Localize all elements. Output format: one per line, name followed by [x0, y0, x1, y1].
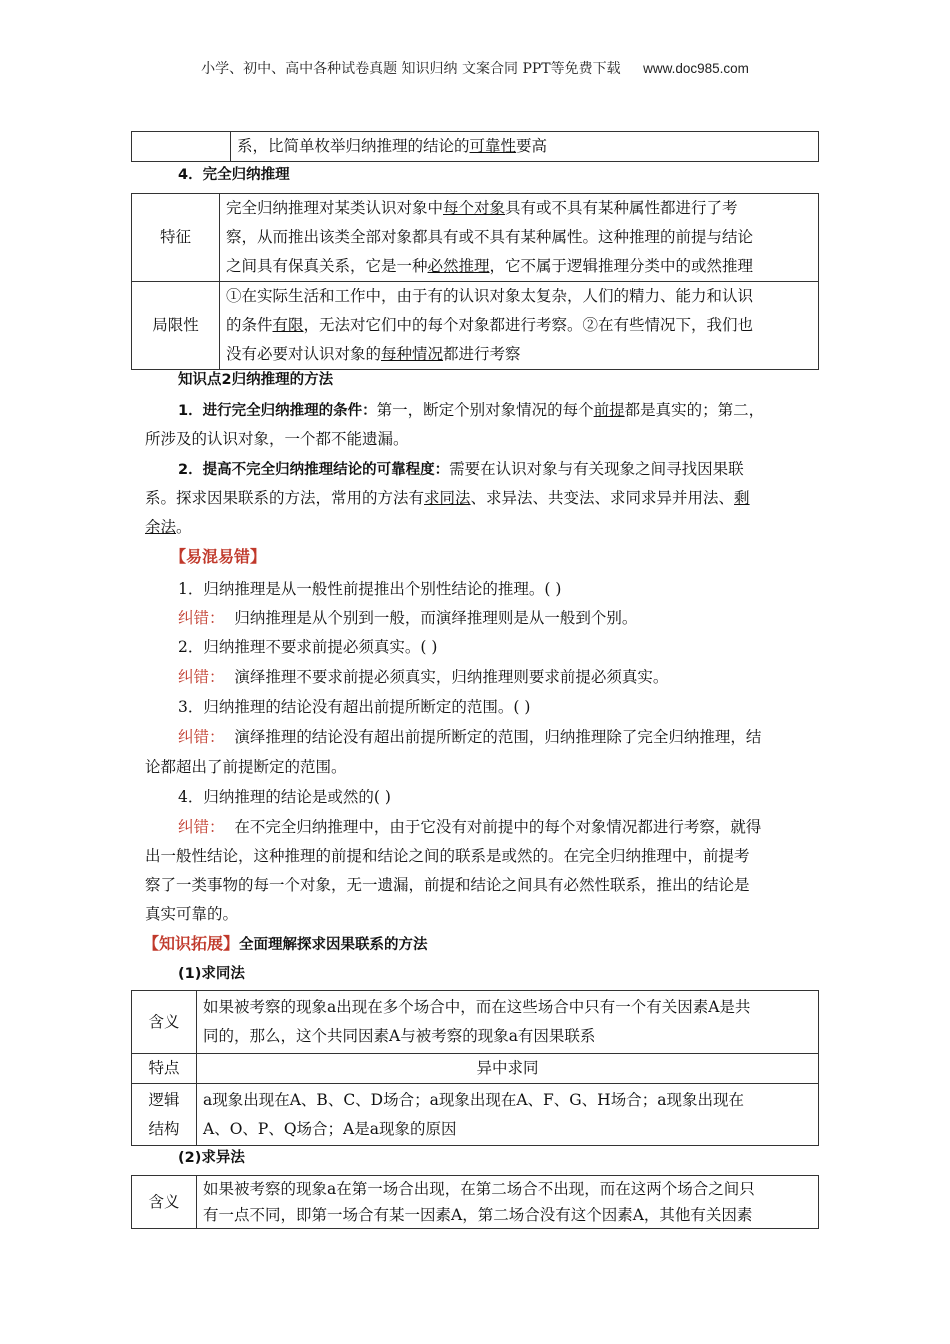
limit-content: ①在实际生活和工作中，由于有的认识对象太复杂，人们的精力、能力和认识 的条件有限，无法对它们中的每个对象都进行考察。②在有些情况下，我们也 没有必要对认识对象的每种情况都进行考察	[220, 282, 819, 370]
m1-logic-label: 逻辑 结构	[132, 1084, 197, 1146]
confuse-q4: 4．归纳推理的结论是或然的( )	[178, 788, 391, 806]
method2-table	[131, 1175, 819, 1229]
kp2-title: 知识点2归纳推理的方法	[178, 372, 334, 388]
complete-induction-table	[131, 193, 819, 370]
m2-meaning-label: 含义	[132, 1176, 197, 1229]
confuse-a3-cont: 论都超出了前提断定的范围。	[145, 758, 347, 776]
confuse-a4-cont1: 出一般性结论，这种推理的前提和结论之间的联系是或然的。在完全归纳推理中，前提考	[145, 847, 750, 865]
header-site: www.doc985.com	[643, 61, 749, 76]
kp2-p1: 1．进行完全归纳推理的条件：第一，断定个别对象情况的每个前提都是真实的；第二，	[178, 401, 765, 419]
expand-title: 【知识拓展】全面理解探求因果联系的方法	[143, 934, 428, 953]
section4-title: 4．完全归纳推理	[178, 167, 290, 183]
m1-feature-label: 特点	[132, 1054, 197, 1084]
page-header	[0, 58, 950, 78]
method1-table	[131, 990, 819, 1146]
feature-label: 特征	[132, 194, 220, 282]
confuse-q3: 3．归纳推理的结论没有超出前提所断定的范围。( )	[178, 698, 531, 716]
kp2-p1-cont: 所涉及的认识对象，一个都不能遗漏。	[145, 430, 409, 448]
method1-title: (1)求同法	[178, 966, 245, 982]
confuse-a3: 纠错： 演绎推理的结论没有超出前提所断定的范围，归纳推理除了完全归纳推理，结	[178, 728, 762, 746]
confuse-title: 【易混易错】	[170, 547, 267, 566]
confuse-a4: 纠错： 在不完全归纳推理中，由于它没有对前提中的每个对象情况都进行考察，就得	[178, 818, 762, 836]
m2-meaning: 如果被考察的现象a在第一场合出现，在第二场合不出现，而在这两个场合之间只 有一点不同，即第一场合有某一因素A，第二场合没有这个因素A，其他有关因素	[197, 1176, 819, 1229]
confuse-q2: 2．归纳推理不要求前提必须真实。( )	[178, 638, 438, 656]
confuse-a4-cont3: 真实可靠的。	[145, 905, 239, 923]
method2-title: (2)求异法	[178, 1150, 245, 1166]
m1-meaning-label: 含义	[132, 991, 197, 1054]
top-table	[131, 131, 819, 162]
confuse-a2: 纠错： 演绎推理不要求前提必须真实，归纳推理则要求前提必须真实。	[178, 668, 669, 686]
top-table-cell: 系，比简单枚举归纳推理的结论的可靠性要高	[231, 132, 819, 162]
kp2-p2-cont: 系。探求因果联系的方法，常用的方法有求同法、求异法、共变法、求同求异并用法、剩	[145, 489, 750, 507]
m1-feature: 异中求同	[197, 1054, 819, 1084]
kp2-p2-cont2: 余法。	[145, 518, 192, 536]
kp2-p2: 2．提高不完全归纳推理结论的可靠程度：需要在认识对象与有关现象之间寻找因果联	[178, 460, 744, 478]
header-text: 小学、初中、高中各种试卷真题 知识归纳 文案合同 PPT等免费下载	[201, 61, 621, 77]
confuse-a1: 纠错： 归纳推理是从个别到一般，而演绎推理则是从一般到个别。	[178, 609, 638, 627]
m1-meaning: 如果被考察的现象a出现在多个场合中，而在这些场合中只有一个有关因素A是共 同的，那么，这个共同因素A与被考察的现象a有因果联系	[197, 991, 819, 1054]
confuse-a4-cont2: 察了一类事物的每一个对象，无一遗漏，前提和结论之间具有必然性联系，推出的结论是	[145, 876, 750, 894]
confuse-q1: 1．归纳推理是从一般性前提推出个别性结论的推理。( )	[178, 580, 562, 598]
limit-label: 局限性	[132, 282, 220, 370]
feature-content: 完全归纳推理对某类认识对象中每个对象具有或不具有某种属性都进行了考 察，从而推出该类全部对象都具有或不具有某种属性。这种推理的前提与结论 之间具有保真关系，它是一种必然推理，它不属于逻辑推理分类中的或然推理	[220, 194, 819, 282]
m1-logic: a现象出现在A、B、C、D场合；a现象出现在A、F、G、H场合；a现象出现在 A、O、P、Q场合；A是a现象的原因	[197, 1084, 819, 1146]
